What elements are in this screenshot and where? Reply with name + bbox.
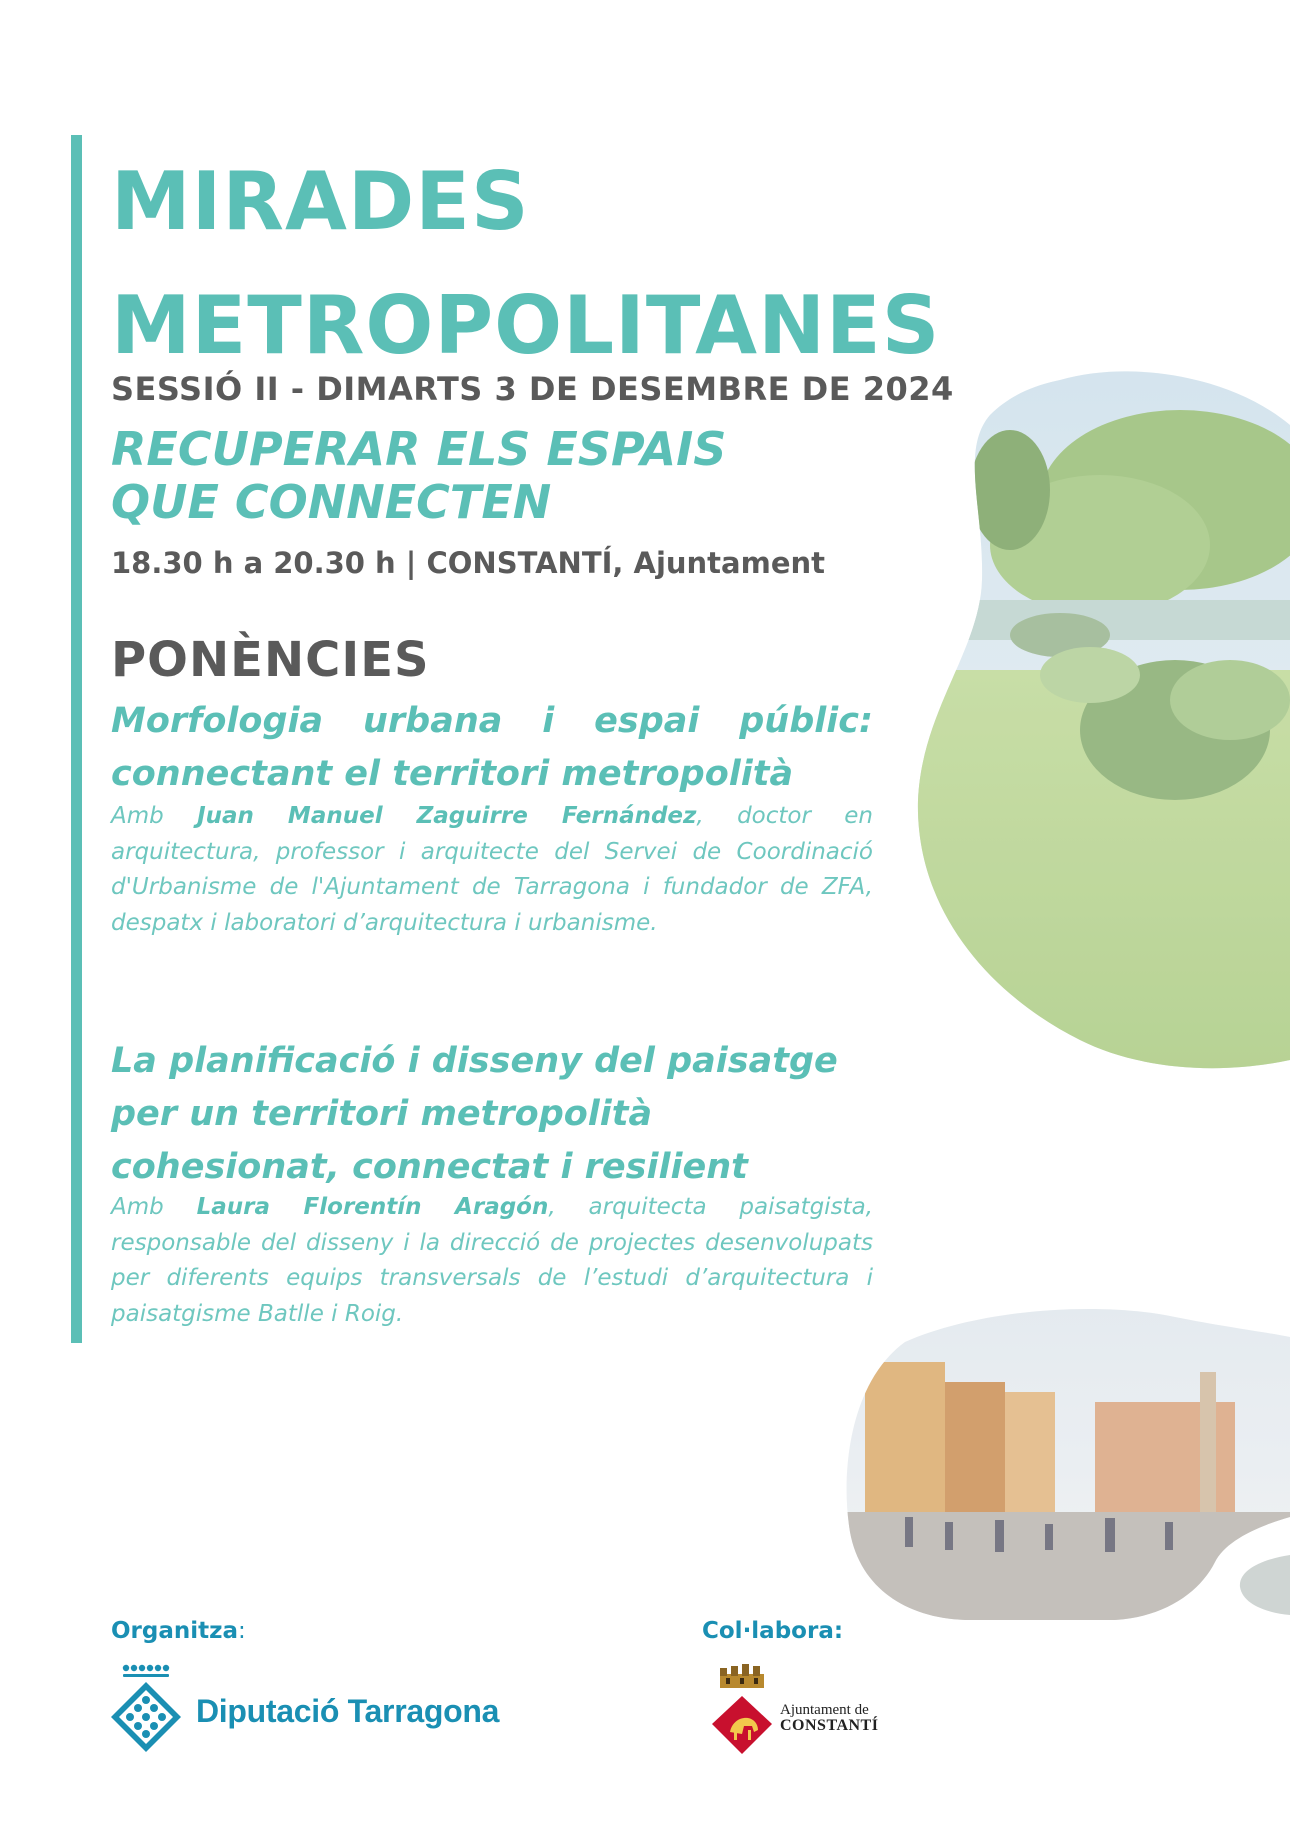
main-title-line-1: MIRADES [111, 155, 530, 248]
organizer-label-colon: : [238, 1618, 246, 1644]
constanti-coat-of-arms [708, 1662, 780, 1756]
talk-1-desc-prefix: Amb [111, 803, 198, 829]
time-place: 18.30 h a 20.30 h | CONSTANTÍ, Ajuntament [111, 546, 826, 580]
collaborator-name [780, 1702, 878, 1734]
talk-1-title-line-2: connectant el territori metropolità [111, 754, 794, 794]
organizer-label-text: Organitza [111, 1618, 239, 1644]
talk-2-description [111, 1190, 873, 1332]
talk-1-desc-rest: , doctor en arquitectura, professor i arquitecte del Servei de Coordinació d'Urbanisme de l'Ajuntament de Tarragona i fundador de ZFA, despatx i laboratori d’arquitectura i urbanisme. [111, 803, 873, 936]
talk-2-speaker: Laura Florentín Aragón [196, 1194, 549, 1220]
accent-bar [71, 135, 82, 1343]
talk-1-description [111, 799, 873, 941]
session-subtitle-line-1: RECUPERAR ELS ESPAIS [111, 422, 727, 476]
session-date: SESSIÓ II - DIMARTS 3 DE DESEMBRE DE 2024 [111, 370, 954, 408]
decorative-photo-fragment [1238, 1555, 1290, 1615]
organizer-label [111, 1618, 246, 1644]
main-title [111, 140, 940, 388]
main-title-line-2: METROPOLITANES [111, 279, 941, 372]
diamond-emblem-icon [111, 1682, 181, 1752]
talk-2-desc-rest: , arquitecta paisatgista, responsable del disseny i la direcció de projectes desenvolupats per diferents equips transversals de l’estudi d’arquitectura i paisatgisme Batlle i Roig. [111, 1194, 873, 1327]
shield-icon [712, 1696, 772, 1754]
talk-2-desc-prefix: Amb [111, 1194, 197, 1220]
collaborator-name-line-1: Ajuntament de [780, 1702, 869, 1718]
talk-1-speaker: Juan Manuel Zaguirre Fernández [197, 803, 697, 829]
collaborator-name-line-2: CONSTANTÍ [780, 1717, 879, 1734]
plaza-photo [845, 1302, 1290, 1622]
talk-2-title-line-2: per un territori metropolità [111, 1094, 653, 1134]
talk-2-title [111, 1035, 873, 1194]
talk-2-title-line-1: La planificació i disseny del paisatge [111, 1041, 838, 1081]
session-subtitle [111, 423, 726, 529]
crown-dots-icon [123, 1665, 169, 1677]
section-heading: PONÈNCIES [111, 632, 430, 688]
talk-1-title-line-1: Morfologia urbana i espai públic: [111, 701, 873, 741]
talk-1-title [111, 695, 873, 801]
organizer-name: Diputació Tarragona [196, 1693, 500, 1729]
park-photo [900, 370, 1290, 1070]
castle-crown-icon [720, 1664, 764, 1688]
talk-2-title-line-3: cohesionat, connectat i resilient [111, 1147, 748, 1187]
collaborator-label: Col·labora: [702, 1618, 844, 1644]
session-subtitle-line-2: QUE CONNECTEN [111, 475, 552, 529]
